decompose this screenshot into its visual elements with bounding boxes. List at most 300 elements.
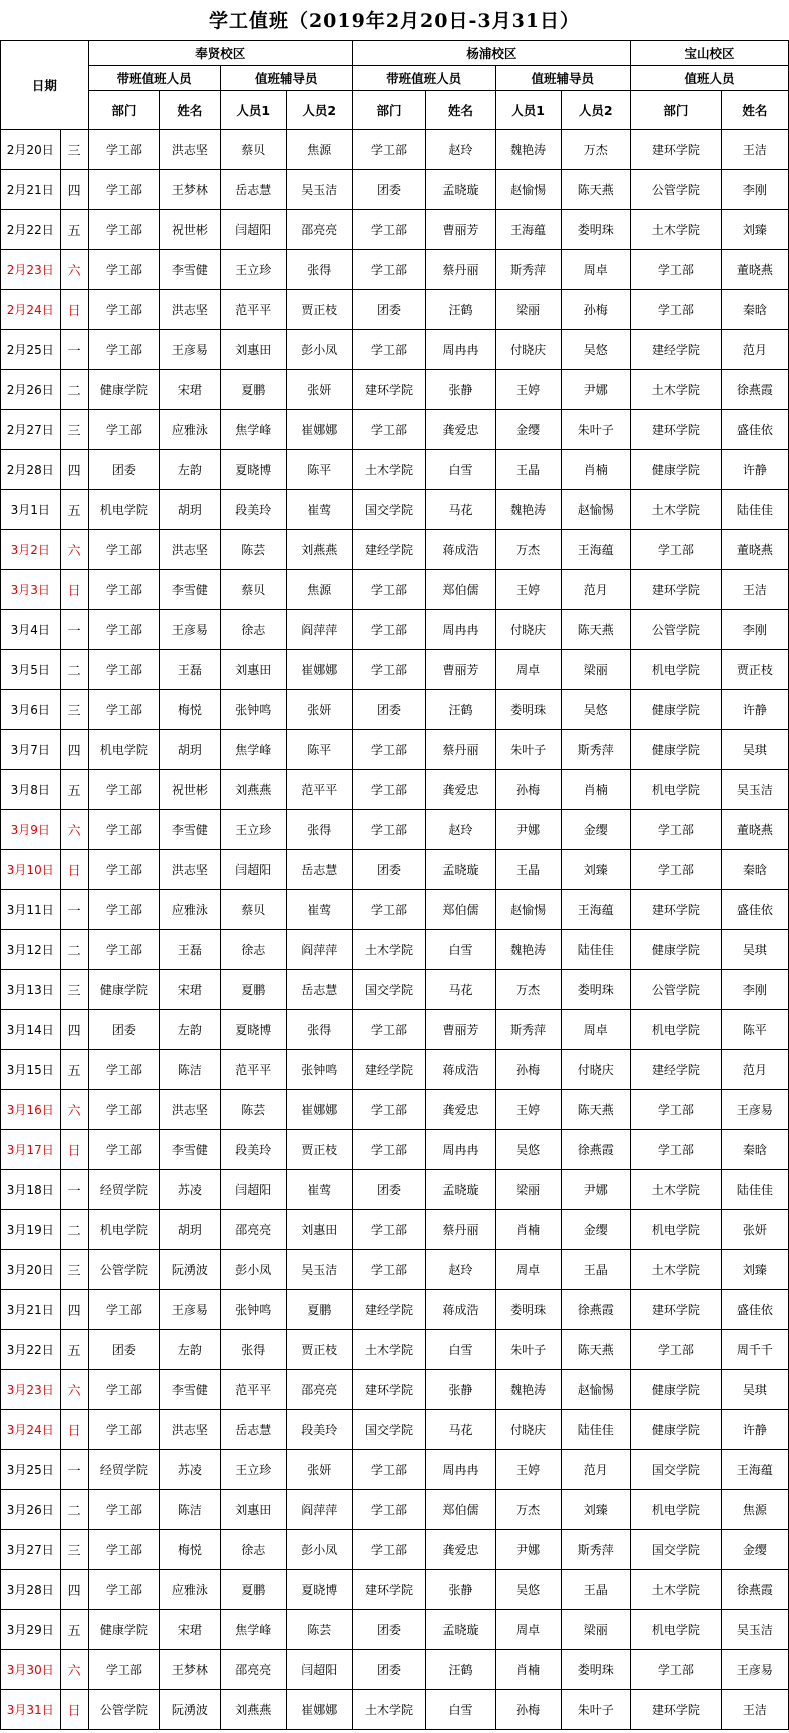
cell-fx-leader-name: 祝世彬 [160,770,221,810]
cell-bs-dept: 建环学院 [630,570,721,610]
cell-yp-leader-name: 龚爱忠 [426,770,495,810]
cell-fx-dept: 学工部 [88,1650,159,1690]
cell-fx-dept: 团委 [88,1010,159,1050]
cell-yp-counselor-1: 孙梅 [495,770,561,810]
cell-fx-counselor-1: 岳志慧 [220,170,286,210]
cell-bs-duty-name: 王彦易 [721,1090,788,1130]
table-row [1,530,789,570]
cell-yp-counselor-2: 陈天燕 [561,1090,630,1130]
duty-schedule-table [0,40,789,1730]
cell-yp-dept: 建经学院 [352,530,426,570]
cell-fx-counselor-1: 徐志 [220,610,286,650]
cell-weekday: 四 [60,1010,88,1050]
cell-fx-leader-name: 洪志坚 [160,850,221,890]
cell-date: 3月31日 [1,1690,61,1730]
cell-bs-dept: 建环学院 [630,890,721,930]
cell-yp-dept: 建环学院 [352,370,426,410]
cell-yp-counselor-2: 周卓 [561,250,630,290]
cell-fx-counselor-1: 王立珍 [220,810,286,850]
cell-yp-dept: 学工部 [352,1530,426,1570]
cell-bs-dept: 健康学院 [630,730,721,770]
cell-yp-counselor-1: 肖楠 [495,1650,561,1690]
cell-yp-counselor-1: 周卓 [495,1250,561,1290]
cell-fx-dept: 学工部 [88,690,159,730]
schedule-body [1,130,789,1730]
cell-bs-duty-name: 王彦易 [721,1650,788,1690]
cell-fx-leader-name: 王磊 [160,930,221,970]
cell-weekday: 五 [60,1610,88,1650]
cell-fx-leader-name: 王彦易 [160,610,221,650]
cell-yp-dept: 建环学院 [352,1370,426,1410]
cell-date: 3月19日 [1,1210,61,1250]
cell-fx-dept: 学工部 [88,1370,159,1410]
cell-yp-leader-name: 马花 [426,490,495,530]
cell-yp-counselor-1: 王婷 [495,1090,561,1130]
cell-bs-dept: 机电学院 [630,1610,721,1650]
cell-fx-counselor-2: 张妍 [286,370,352,410]
cell-bs-duty-name: 盛佳依 [721,410,788,450]
cell-yp-counselor-2: 娄明珠 [561,970,630,1010]
cell-yp-counselor-1: 金缨 [495,410,561,450]
cell-yp-leader-name: 孟晓璇 [426,850,495,890]
header-person1: 人员1 [495,91,561,130]
cell-fx-leader-name: 胡玥 [160,730,221,770]
cell-bs-duty-name: 刘臻 [721,1250,788,1290]
cell-bs-duty-name: 王洁 [721,1690,788,1730]
cell-fx-leader-name: 洪志坚 [160,530,221,570]
table-row [1,450,789,490]
cell-yp-counselor-2: 娄明珠 [561,210,630,250]
cell-fx-dept: 团委 [88,450,159,490]
cell-yp-counselor-2: 范月 [561,1450,630,1490]
cell-bs-duty-name: 焦源 [721,1490,788,1530]
cell-yp-leader-name: 孟晓璇 [426,170,495,210]
cell-fx-leader-name: 宋珺 [160,1610,221,1650]
cell-yp-leader-name: 周冉冉 [426,1450,495,1490]
cell-yp-counselor-1: 周卓 [495,1610,561,1650]
cell-date: 2月25日 [1,330,61,370]
header-date: 日期 [1,41,89,130]
cell-yp-leader-name: 周冉冉 [426,330,495,370]
cell-bs-dept: 学工部 [630,530,721,570]
cell-fx-leader-name: 王梦林 [160,170,221,210]
cell-date: 3月27日 [1,1530,61,1570]
cell-yp-counselor-2: 刘臻 [561,1490,630,1530]
header-person1: 人员1 [220,91,286,130]
cell-yp-dept: 土木学院 [352,1690,426,1730]
header-counselor: 值班辅导员 [220,66,352,91]
cell-weekday: 日 [60,570,88,610]
table-row [1,850,789,890]
cell-fx-dept: 学工部 [88,570,159,610]
cell-fx-leader-name: 梅悦 [160,690,221,730]
cell-yp-leader-name: 白雪 [426,1690,495,1730]
cell-fx-leader-name: 李雪健 [160,810,221,850]
cell-weekday: 一 [60,1450,88,1490]
cell-weekday: 四 [60,450,88,490]
cell-fx-leader-name: 应雅泳 [160,890,221,930]
cell-fx-leader-name: 宋珺 [160,370,221,410]
page-title: 学工值班（2019年2月20日-3月31日） [208,10,581,32]
cell-yp-counselor-1: 魏艳涛 [495,930,561,970]
cell-fx-counselor-2: 段美玲 [286,1410,352,1450]
cell-bs-dept: 学工部 [630,1130,721,1170]
cell-fx-counselor-2: 陈芸 [286,1610,352,1650]
cell-fx-dept: 学工部 [88,1490,159,1530]
cell-bs-duty-name: 李刚 [721,970,788,1010]
cell-fx-counselor-1: 王立珍 [220,250,286,290]
cell-yp-counselor-2: 王海蕴 [561,890,630,930]
cell-bs-duty-name: 李刚 [721,610,788,650]
table-row [1,210,789,250]
cell-fx-dept: 学工部 [88,290,159,330]
cell-fx-counselor-1: 徐志 [220,1530,286,1570]
cell-weekday: 六 [60,250,88,290]
cell-yp-dept: 国交学院 [352,1410,426,1450]
cell-fx-counselor-1: 蔡贝 [220,130,286,170]
cell-yp-counselor-1: 王婷 [495,1450,561,1490]
cell-fx-leader-name: 苏凌 [160,1170,221,1210]
cell-yp-counselor-2: 娄明珠 [561,1650,630,1690]
cell-yp-counselor-1: 魏艳涛 [495,1370,561,1410]
cell-yp-counselor-2: 朱叶子 [561,1690,630,1730]
cell-yp-counselor-2: 赵愉惕 [561,1370,630,1410]
cell-fx-counselor-2: 邵亮亮 [286,210,352,250]
cell-bs-duty-name: 李刚 [721,170,788,210]
cell-bs-dept: 健康学院 [630,450,721,490]
cell-date: 3月17日 [1,1130,61,1170]
cell-fx-counselor-1: 夏鹏 [220,970,286,1010]
cell-bs-dept: 土木学院 [630,370,721,410]
cell-weekday: 六 [60,530,88,570]
cell-bs-duty-name: 吴玉洁 [721,1610,788,1650]
cell-fx-dept: 学工部 [88,930,159,970]
cell-date: 3月13日 [1,970,61,1010]
cell-fx-counselor-2: 岳志慧 [286,970,352,1010]
cell-yp-counselor-1: 孙梅 [495,1690,561,1730]
header-counselor: 值班辅导员 [495,66,630,91]
cell-weekday: 一 [60,890,88,930]
cell-yp-leader-name: 汪鹤 [426,290,495,330]
cell-fx-counselor-1: 焦学峰 [220,1610,286,1650]
cell-yp-counselor-1: 娄明珠 [495,1290,561,1330]
table-row [1,1370,789,1410]
cell-fx-counselor-1: 岳志慧 [220,1410,286,1450]
cell-bs-duty-name: 陆佳佳 [721,1170,788,1210]
cell-fx-leader-name: 李雪健 [160,250,221,290]
cell-yp-counselor-1: 万杰 [495,1490,561,1530]
cell-weekday: 四 [60,1570,88,1610]
cell-bs-duty-name: 董晓燕 [721,250,788,290]
cell-bs-duty-name: 盛佳依 [721,1290,788,1330]
table-row [1,1650,789,1690]
cell-fx-dept: 学工部 [88,410,159,450]
table-row [1,250,789,290]
cell-yp-counselor-1: 赵愉惕 [495,170,561,210]
cell-bs-dept: 国交学院 [630,1450,721,1490]
cell-date: 3月3日 [1,570,61,610]
cell-yp-leader-name: 曹丽芳 [426,650,495,690]
cell-yp-leader-name: 白雪 [426,930,495,970]
cell-fx-leader-name: 左韵 [160,1010,221,1050]
cell-fx-dept: 健康学院 [88,1610,159,1650]
cell-bs-duty-name: 秦晗 [721,1130,788,1170]
cell-date: 3月25日 [1,1450,61,1490]
cell-date: 3月26日 [1,1490,61,1530]
cell-fx-dept: 健康学院 [88,970,159,1010]
cell-yp-dept: 学工部 [352,1090,426,1130]
cell-yp-counselor-1: 付晓庆 [495,1410,561,1450]
header-dept: 部门 [88,91,159,130]
cell-yp-dept: 土木学院 [352,1330,426,1370]
cell-fx-dept: 机电学院 [88,730,159,770]
cell-yp-leader-name: 蒋成浩 [426,530,495,570]
cell-fx-counselor-1: 王立珍 [220,1450,286,1490]
cell-fx-dept: 公管学院 [88,1690,159,1730]
cell-weekday: 六 [60,1370,88,1410]
cell-yp-dept: 团委 [352,690,426,730]
cell-bs-duty-name: 董晓燕 [721,810,788,850]
cell-date: 2月28日 [1,450,61,490]
cell-bs-dept: 学工部 [630,810,721,850]
cell-fx-counselor-1: 刘惠田 [220,330,286,370]
header-person2: 人员2 [561,91,630,130]
cell-fx-leader-name: 左韵 [160,450,221,490]
cell-yp-leader-name: 郑伯儒 [426,1490,495,1530]
cell-fx-dept: 学工部 [88,1050,159,1090]
cell-bs-dept: 土木学院 [630,1170,721,1210]
cell-fx-dept: 学工部 [88,530,159,570]
cell-date: 3月5日 [1,650,61,690]
cell-weekday: 五 [60,490,88,530]
cell-yp-counselor-1: 王海蕴 [495,210,561,250]
table-row [1,650,789,690]
cell-yp-leader-name: 龚爱忠 [426,410,495,450]
cell-weekday: 四 [60,730,88,770]
cell-fx-dept: 学工部 [88,210,159,250]
cell-yp-dept: 学工部 [352,770,426,810]
table-row [1,570,789,610]
cell-yp-counselor-2: 尹娜 [561,1170,630,1210]
cell-weekday: 三 [60,130,88,170]
cell-yp-dept: 学工部 [352,1250,426,1290]
cell-bs-dept: 建环学院 [630,1290,721,1330]
cell-fx-leader-name: 李雪健 [160,1370,221,1410]
header-name: 姓名 [160,91,221,130]
cell-fx-counselor-2: 崔娜娜 [286,1690,352,1730]
cell-yp-counselor-2: 吴悠 [561,690,630,730]
cell-fx-counselor-2: 岳志慧 [286,850,352,890]
cell-yp-leader-name: 曹丽芳 [426,1010,495,1050]
cell-yp-dept: 团委 [352,1650,426,1690]
header-leader: 带班值班人员 [352,66,495,91]
table-row [1,810,789,850]
cell-fx-dept: 团委 [88,1330,159,1370]
cell-yp-leader-name: 马花 [426,1410,495,1450]
cell-bs-dept: 学工部 [630,850,721,890]
header-campus-yangpu: 杨浦校区 [352,41,630,66]
header-campus-fengxian: 奉贤校区 [88,41,352,66]
cell-weekday: 五 [60,770,88,810]
cell-date: 3月21日 [1,1290,61,1330]
cell-date: 3月24日 [1,1410,61,1450]
cell-yp-counselor-1: 斯秀萍 [495,1010,561,1050]
cell-weekday: 日 [60,1130,88,1170]
cell-fx-leader-name: 胡玥 [160,490,221,530]
cell-fx-counselor-1: 焦学峰 [220,730,286,770]
cell-bs-dept: 学工部 [630,1650,721,1690]
cell-yp-counselor-1: 付晓庆 [495,610,561,650]
cell-date: 2月24日 [1,290,61,330]
cell-fx-dept: 学工部 [88,650,159,690]
cell-bs-duty-name: 陈平 [721,1010,788,1050]
cell-weekday: 三 [60,970,88,1010]
cell-fx-counselor-1: 徐志 [220,930,286,970]
cell-bs-duty-name: 王洁 [721,130,788,170]
cell-yp-leader-name: 周冉冉 [426,1130,495,1170]
table-row [1,130,789,170]
cell-date: 3月16日 [1,1090,61,1130]
cell-bs-duty-name: 范月 [721,1050,788,1090]
cell-bs-dept: 学工部 [630,1090,721,1130]
table-row [1,1170,789,1210]
table-row [1,730,789,770]
cell-bs-dept: 机电学院 [630,650,721,690]
cell-fx-leader-name: 洪志坚 [160,130,221,170]
cell-fx-counselor-2: 阎萍萍 [286,1490,352,1530]
cell-bs-dept: 公管学院 [630,970,721,1010]
cell-yp-dept: 学工部 [352,1450,426,1490]
cell-bs-dept: 健康学院 [630,690,721,730]
cell-fx-counselor-2: 崔娜娜 [286,410,352,450]
cell-yp-dept: 土木学院 [352,450,426,490]
cell-fx-dept: 学工部 [88,1130,159,1170]
cell-yp-dept: 学工部 [352,250,426,290]
cell-fx-counselor-1: 刘惠田 [220,1490,286,1530]
table-row [1,290,789,330]
cell-weekday: 日 [60,1690,88,1730]
cell-fx-leader-name: 宋珺 [160,970,221,1010]
table-row [1,970,789,1010]
cell-yp-dept: 学工部 [352,210,426,250]
cell-fx-leader-name: 李雪健 [160,1130,221,1170]
cell-yp-dept: 学工部 [352,730,426,770]
cell-yp-leader-name: 蒋成浩 [426,1290,495,1330]
cell-yp-counselor-1: 吴悠 [495,1570,561,1610]
cell-bs-dept: 建环学院 [630,410,721,450]
cell-yp-leader-name: 赵玲 [426,130,495,170]
cell-fx-leader-name: 应雅泳 [160,410,221,450]
cell-bs-dept: 公管学院 [630,610,721,650]
cell-fx-dept: 学工部 [88,1530,159,1570]
cell-fx-leader-name: 李雪健 [160,570,221,610]
cell-date: 3月20日 [1,1250,61,1290]
cell-yp-counselor-2: 范月 [561,570,630,610]
cell-yp-leader-name: 蔡丹丽 [426,730,495,770]
cell-fx-counselor-2: 吴玉洁 [286,1250,352,1290]
cell-bs-dept: 健康学院 [630,1410,721,1450]
cell-fx-counselor-1: 夏晓博 [220,1010,286,1050]
cell-fx-leader-name: 王彦易 [160,1290,221,1330]
cell-date: 3月18日 [1,1170,61,1210]
table-row [1,1250,789,1290]
cell-bs-duty-name: 吴琪 [721,730,788,770]
cell-yp-counselor-2: 刘臻 [561,850,630,890]
cell-bs-duty-name: 周千千 [721,1330,788,1370]
cell-yp-counselor-2: 周卓 [561,1010,630,1050]
cell-fx-counselor-2: 闫超阳 [286,1650,352,1690]
table-row [1,690,789,730]
cell-weekday: 四 [60,170,88,210]
cell-fx-leader-name: 洪志坚 [160,1410,221,1450]
cell-date: 3月29日 [1,1610,61,1650]
cell-fx-leader-name: 苏凌 [160,1450,221,1490]
cell-fx-dept: 学工部 [88,850,159,890]
cell-fx-counselor-1: 闫超阳 [220,1170,286,1210]
cell-yp-counselor-1: 朱叶子 [495,1330,561,1370]
cell-yp-counselor-1: 斯秀萍 [495,250,561,290]
cell-bs-dept: 土木学院 [630,1250,721,1290]
cell-yp-counselor-1: 万杰 [495,530,561,570]
cell-fx-counselor-1: 夏晓博 [220,450,286,490]
cell-fx-counselor-2: 张得 [286,1010,352,1050]
cell-bs-dept: 建经学院 [630,330,721,370]
cell-yp-leader-name: 曹丽芳 [426,210,495,250]
cell-date: 2月22日 [1,210,61,250]
cell-yp-dept: 学工部 [352,1210,426,1250]
cell-fx-counselor-2: 夏晓博 [286,1570,352,1610]
cell-fx-dept: 机电学院 [88,490,159,530]
cell-yp-counselor-1: 孙梅 [495,1050,561,1090]
cell-fx-counselor-1: 范平平 [220,290,286,330]
cell-fx-counselor-1: 邵亮亮 [220,1650,286,1690]
table-row [1,890,789,930]
cell-weekday: 六 [60,1090,88,1130]
cell-fx-leader-name: 胡玥 [160,1210,221,1250]
header-dept: 部门 [352,91,426,130]
cell-fx-leader-name: 阮湧波 [160,1690,221,1730]
cell-fx-leader-name: 祝世彬 [160,210,221,250]
cell-bs-dept: 国交学院 [630,1530,721,1570]
table-row [1,1010,789,1050]
cell-date: 3月2日 [1,530,61,570]
cell-yp-counselor-1: 王晶 [495,450,561,490]
cell-yp-dept: 学工部 [352,330,426,370]
cell-bs-duty-name: 刘臻 [721,210,788,250]
cell-bs-dept: 机电学院 [630,1210,721,1250]
cell-yp-dept: 学工部 [352,650,426,690]
cell-yp-counselor-2: 付晓庆 [561,1050,630,1090]
cell-fx-counselor-2: 张得 [286,250,352,290]
cell-fx-dept: 经贸学院 [88,1450,159,1490]
cell-yp-counselor-1: 梁丽 [495,290,561,330]
cell-yp-counselor-2: 朱叶子 [561,410,630,450]
cell-yp-dept: 建经学院 [352,1050,426,1090]
cell-yp-counselor-2: 陆佳佳 [561,930,630,970]
cell-fx-counselor-2: 陈平 [286,730,352,770]
cell-yp-counselor-2: 王海蕴 [561,530,630,570]
cell-yp-counselor-2: 斯秀萍 [561,730,630,770]
cell-fx-counselor-1: 刘惠田 [220,650,286,690]
cell-fx-counselor-2: 彭小凤 [286,1530,352,1570]
cell-date: 3月30日 [1,1650,61,1690]
cell-date: 3月14日 [1,1010,61,1050]
cell-yp-counselor-2: 斯秀萍 [561,1530,630,1570]
cell-weekday: 二 [60,1490,88,1530]
cell-yp-dept: 学工部 [352,1130,426,1170]
table-row [1,170,789,210]
cell-bs-duty-name: 金缨 [721,1530,788,1570]
